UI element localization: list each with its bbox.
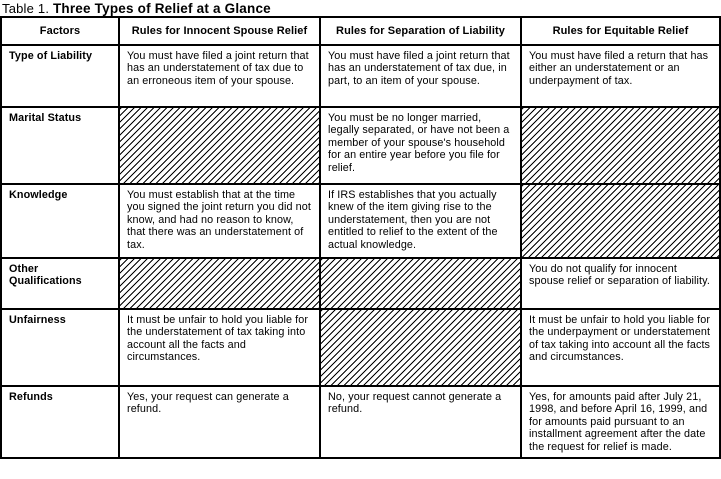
row-label-knowledge: Knowledge — [1, 184, 119, 258]
not-applicable-cell-otherqual-separation — [320, 258, 521, 309]
cell-liability-innocent-spouse: You must have filed a joint return that has an understatement of tax due to an erroneous item of your spouse. — [119, 45, 320, 107]
not-applicable-cell-unfairness-separation — [320, 309, 521, 386]
table-row-refunds — [1, 386, 720, 458]
table-title — [2, 1, 271, 16]
cell-liability-separation: You must have filed a joint return that has an understatement of tax due, in part, to an item of your spouse. — [320, 45, 521, 107]
not-applicable-cell-otherqual-innocent — [119, 258, 320, 309]
cell-marital-separation: You must be no longer married, legally separated, or have not been a member of your spouse's household for an entire year before you file for relief. — [320, 107, 521, 184]
cell-unfairness-innocent-spouse: It must be unfair to hold you liable for the understatement of tax taking into account all the facts and circumstances. — [119, 309, 320, 386]
not-applicable-cell-marital-equitable — [521, 107, 720, 184]
table-row-other-qualifications — [1, 258, 720, 309]
header-row — [1, 17, 720, 45]
col-header-innocent-spouse-relief: Rules for Innocent Spouse Relief — [119, 17, 320, 45]
row-label-marital-status: Marital Status — [1, 107, 119, 184]
cell-liability-equitable: You must have filed a return that has either an understatement or an underpayment of tax. — [521, 45, 720, 107]
not-applicable-cell-marital-innocent — [119, 107, 320, 184]
cell-unfairness-equitable: It must be unfair to hold you liable for the underpayment or understatement of tax taking into account all the facts and circumstances. — [521, 309, 720, 386]
row-label-refunds: Refunds — [1, 386, 119, 458]
row-label-type-of-liability: Type of Liability — [1, 45, 119, 107]
relief-comparison-table — [0, 16, 721, 459]
col-header-factors: Factors — [1, 17, 119, 45]
cell-knowledge-innocent-spouse: You must establish that at the time you signed the joint return you did not know, and had no reason to know, that there was an understatement of tax. — [119, 184, 320, 258]
cell-refunds-equitable: Yes, for amounts paid after July 21, 1998, and before April 16, 1999, and for amounts paid pursuant to an installment agreement after the date the request for relief is made. — [521, 386, 720, 458]
table-row-knowledge — [1, 184, 720, 258]
cell-knowledge-separation: If IRS establishes that you actually knew of the item giving rise to the understatement, then you are not entitled to relief to the extent of the actual knowledge. — [320, 184, 521, 258]
col-header-equitable-relief: Rules for Equitable Relief — [521, 17, 720, 45]
cell-otherqual-equitable: You do not qualify for innocent spouse relief or separation of liability. — [521, 258, 720, 309]
cell-refunds-separation: No, your request cannot generate a refund. — [320, 386, 521, 458]
table-row-marital-status — [1, 107, 720, 184]
col-header-separation-of-liability: Rules for Separation of Liability — [320, 17, 521, 45]
not-applicable-cell-knowledge-equitable — [521, 184, 720, 258]
table-row-type-of-liability — [1, 45, 720, 107]
table-title-main: Three Types of Relief at a Glance — [52, 1, 271, 16]
table-title-prefix: Table 1. — [2, 1, 50, 16]
table-row-unfairness — [1, 309, 720, 386]
row-label-unfairness: Unfairness — [1, 309, 119, 386]
cell-refunds-innocent-spouse: Yes, your request can generate a refund. — [119, 386, 320, 458]
row-label-other-qualifications: Other Qualifications — [1, 258, 119, 309]
